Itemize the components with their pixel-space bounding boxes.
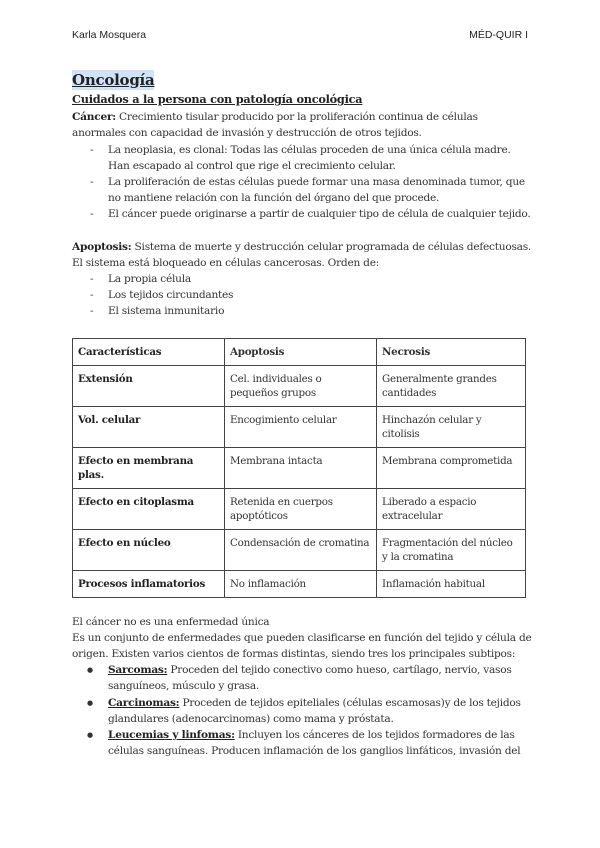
header-author: Karla Mosquera: [72, 29, 147, 41]
document-body: [72, 70, 532, 759]
table-row: [73, 365, 526, 406]
list-item: - La proliferación de estas células puede formar una masa denominada tumor, que no mantiene relación con la función del órgano del que procede.: [72, 174, 532, 206]
term: Leucemias y linfomas:: [108, 729, 235, 742]
comparison-table: [72, 338, 526, 598]
page-title: Oncología: [72, 71, 155, 89]
section-subtitle: Cuidados a la persona con patología oncológica: [72, 92, 363, 107]
table-cell: Extensión: [73, 365, 225, 406]
table-cell: Generalmente grandes cantidades: [377, 365, 526, 406]
table-cell: Características: [73, 338, 225, 365]
table-cell: Apoptosis: [225, 338, 377, 365]
table-cell: Membrana comprometida: [377, 447, 526, 488]
table-cell: Necrosis: [377, 338, 526, 365]
list-item: - El cáncer puede originarse a partir de cualquier tipo de célula de cualquier tejido.: [72, 206, 532, 222]
table-cell: Fragmentación del núcleo y la cromatina: [377, 529, 526, 570]
table-cell: Efecto en núcleo: [73, 529, 225, 570]
table-cell: Liberado a espacio extracelular: [377, 488, 526, 529]
list-item: - La propia célula: [72, 271, 532, 287]
header-course: MÉD-QUIR I: [469, 29, 528, 41]
table-cell: Efecto en membrana plas.: [73, 447, 225, 488]
table-row: [73, 406, 526, 447]
text: Proceden de tejidos epiteliales (células escamosas)y de los tejidos glandulares (adenocarcinomas) como mama y próstata.: [108, 696, 521, 725]
table-row: [73, 570, 526, 597]
table-row: [73, 529, 526, 570]
intro-paragraph: Es un conjunto de enfermedades que pueden clasificarse en función del tejido y célula de origen. Existen varios cientos de formas distintas, siendo tres los principales subtipos:: [72, 631, 532, 661]
apoptosis-points: [72, 271, 532, 320]
table-row: [73, 488, 526, 529]
table-cell: Condensación de cromatina: [225, 529, 377, 570]
definition: Crecimiento tisular producido por la proliferación continua de células anormales con capacidad de invasión y destrucción de otros tejidos.: [72, 111, 478, 140]
table-header-row: [73, 338, 526, 365]
list-item: [72, 727, 532, 759]
list-item: - La neoplasia, es clonal: Todas las células proceden de una única célula madre. Han escapado al control que rige el crecimiento celular.: [72, 142, 532, 174]
term: Cáncer:: [72, 111, 116, 124]
text: Proceden del tejido conectivo como hueso, cartílago, nervio, vasos sanguíneos, músculo y grasa.: [108, 664, 512, 693]
table-row: [73, 447, 526, 488]
term: Apoptosis:: [72, 240, 132, 253]
apoptosis-definition: [72, 239, 532, 271]
table-cell: Cel. individuales o pequeños grupos: [225, 365, 377, 406]
table-cell: Procesos inflamatorios: [73, 570, 225, 597]
table-cell: Encogimiento celular: [225, 406, 377, 447]
subtypes-list: [72, 662, 532, 759]
table-cell: Membrana intacta: [225, 447, 377, 488]
table-cell: Inflamación habitual: [377, 570, 526, 597]
table-cell: No inflamación: [225, 570, 377, 597]
table-cell: Vol. celular: [73, 406, 225, 447]
list-item: [72, 695, 532, 727]
table-cell: Retenida en cuerpos apoptóticos: [225, 488, 377, 529]
text: Incluyen los cánceres de los tejidos formadores de las células sanguíneas. Producen inflamación de los ganglios linfáticos, invasión del: [108, 729, 521, 758]
list-item: [72, 662, 532, 694]
table-cell: Hinchazón celular y citolisis: [377, 406, 526, 447]
cancer-definition: [72, 109, 532, 141]
term: Carcinomas:: [108, 696, 180, 709]
intro-line: El cáncer no es una enfermedad única: [72, 615, 270, 628]
definition: Sistema de muerte y destrucción celular programada de células defectuosas. El sistema está bloqueado en células cancerosas. Orden de:: [72, 240, 532, 269]
term: Sarcomas:: [108, 664, 168, 677]
list-item: - Los tejidos circundantes: [72, 287, 532, 303]
cancer-points: [72, 142, 532, 223]
list-item: - El sistema inmunitario: [72, 303, 532, 319]
table-cell: Efecto en citoplasma: [73, 488, 225, 529]
